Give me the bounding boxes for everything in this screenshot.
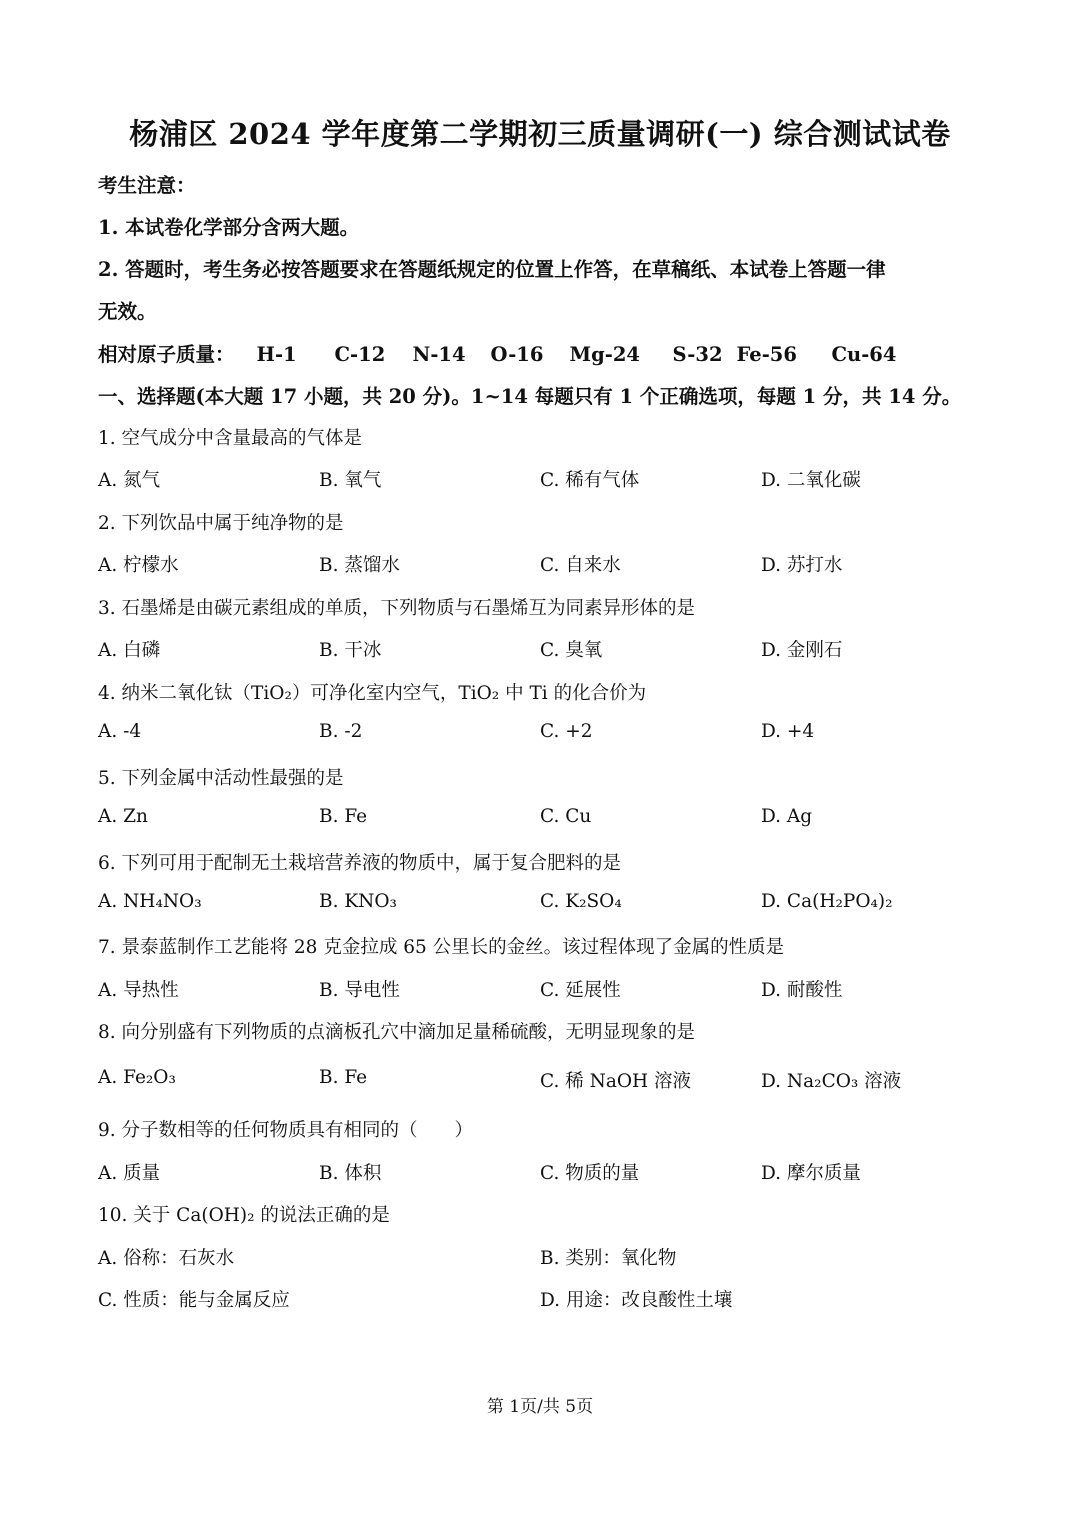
option-a: A. 俗称：石灰水 xyxy=(98,1248,235,1269)
option-a: A. NH₄NO₃ xyxy=(98,891,202,912)
option-d: D. +4 xyxy=(761,721,815,742)
atomic-mass-item: Cu-64 xyxy=(831,343,897,366)
page-number: 第 1页/共 5页 xyxy=(486,1397,594,1417)
atomic-mass-row xyxy=(98,339,896,367)
option-c: C. K₂SO₄ xyxy=(540,891,622,912)
option-d: D. Na₂CO₃ 溶液 xyxy=(761,1071,902,1092)
option-d: D. Ca(H₂PO₄)₂ xyxy=(761,891,893,912)
notice-heading: 考生注意： xyxy=(98,174,196,197)
option-b: B. KNO₃ xyxy=(319,891,397,912)
atomic-mass-item: H-1 xyxy=(256,343,297,366)
option-b: B. 氧气 xyxy=(319,470,382,491)
atomic-mass-label: 相对原子质量： xyxy=(98,343,235,366)
atomic-mass-item: Mg-24 xyxy=(569,343,640,366)
question-stem: 1. 空气成分中含量最高的气体是 xyxy=(98,428,363,449)
question-stem: 10. 关于 Ca(OH)₂ 的说法正确的是 xyxy=(98,1205,390,1226)
option-b: B. 导电性 xyxy=(319,980,400,1001)
option-c: C. Cu xyxy=(540,806,592,827)
question-stem: 2. 下列饮品中属于纯净物的是 xyxy=(98,513,344,534)
option-d: D. 苏打水 xyxy=(761,555,843,576)
notice-item-2-continued: 无效。 xyxy=(98,300,157,323)
notice-item-1: 1. 本试卷化学部分含两大题。 xyxy=(98,216,360,239)
option-a: A. -4 xyxy=(98,721,142,742)
option-b: B. 干冰 xyxy=(319,640,382,661)
option-c: C. 稀 NaOH 溶液 xyxy=(540,1071,692,1092)
option-c: C. 臭氧 xyxy=(540,640,603,661)
option-d: D. 二氧化碳 xyxy=(761,470,861,491)
option-d: D. 用途：改良酸性土壤 xyxy=(540,1290,733,1311)
option-b: B. 类别：氧化物 xyxy=(540,1248,677,1269)
question-stem: 3. 石墨烯是由碳元素组成的单质，下列物质与石墨烯互为同素异形体的是 xyxy=(98,598,696,619)
option-d: D. 金刚石 xyxy=(761,640,843,661)
option-c: C. 性质：能与金属反应 xyxy=(98,1290,290,1311)
option-b: B. -2 xyxy=(319,721,363,742)
option-a: A. 导热性 xyxy=(98,980,179,1001)
notice-item-2: 2. 答题时，考生务必按答题要求在答题纸规定的位置上作答，在草稿纸、本试卷上答题一律 xyxy=(98,258,886,281)
question-stem: 7. 景泰蓝制作工艺能将 28 克金拉成 65 公里长的金丝。该过程体现了金属的性质是 xyxy=(98,937,785,958)
option-b: B. 蒸馏水 xyxy=(319,555,400,576)
question-stem: 8. 向分别盛有下列物质的点滴板孔穴中滴加足量稀硫酸，无明显现象的是 xyxy=(98,1022,696,1043)
question-stem: 6. 下列可用于配制无土栽培营养液的物质中，属于复合肥料的是 xyxy=(98,853,622,874)
option-a: A. 氮气 xyxy=(98,470,161,491)
option-c: C. 稀有气体 xyxy=(540,470,640,491)
option-b: B. 体积 xyxy=(319,1163,382,1184)
option-a: A. 白磷 xyxy=(98,640,161,661)
option-a: A. Zn xyxy=(98,806,148,827)
option-a: A. Fe₂O₃ xyxy=(98,1067,176,1088)
option-c: C. 物质的量 xyxy=(540,1163,640,1184)
atomic-mass-item: S-32 xyxy=(672,343,723,366)
option-b: B. Fe xyxy=(319,806,368,827)
option-a: A. 柠檬水 xyxy=(98,555,179,576)
option-d: D. 摩尔质量 xyxy=(761,1163,861,1184)
atomic-mass-item: Fe-56 xyxy=(736,343,797,366)
option-c: C. 延展性 xyxy=(540,980,621,1001)
section-heading: 一、选择题(本大题 17 小题，共 20 分)。1~14 每题只有 1 个正确选项，每题 1 分，共 14 分。 xyxy=(98,385,962,408)
option-d: D. 耐酸性 xyxy=(761,980,843,1001)
question-stem: 5. 下列金属中活动性最强的是 xyxy=(98,768,344,789)
option-b: B. Fe xyxy=(319,1067,368,1088)
page-title: 杨浦区 2024 学年度第二学期初三质量调研(一) 综合测试试卷 xyxy=(129,117,951,151)
question-stem: 9. 分子数相等的任何物质具有相同的（ ） xyxy=(98,1120,474,1141)
option-d: D. Ag xyxy=(761,806,813,827)
atomic-mass-item: O-16 xyxy=(490,343,544,366)
option-c: C. +2 xyxy=(540,721,593,742)
option-c: C. 自来水 xyxy=(540,555,621,576)
atomic-mass-item: N-14 xyxy=(412,343,466,366)
atomic-mass-item: C-12 xyxy=(334,343,386,366)
option-a: A. 质量 xyxy=(98,1163,161,1184)
question-stem: 4. 纳米二氧化钛（TiO₂）可净化室内空气，TiO₂ 中 Ti 的化合价为 xyxy=(98,683,647,704)
